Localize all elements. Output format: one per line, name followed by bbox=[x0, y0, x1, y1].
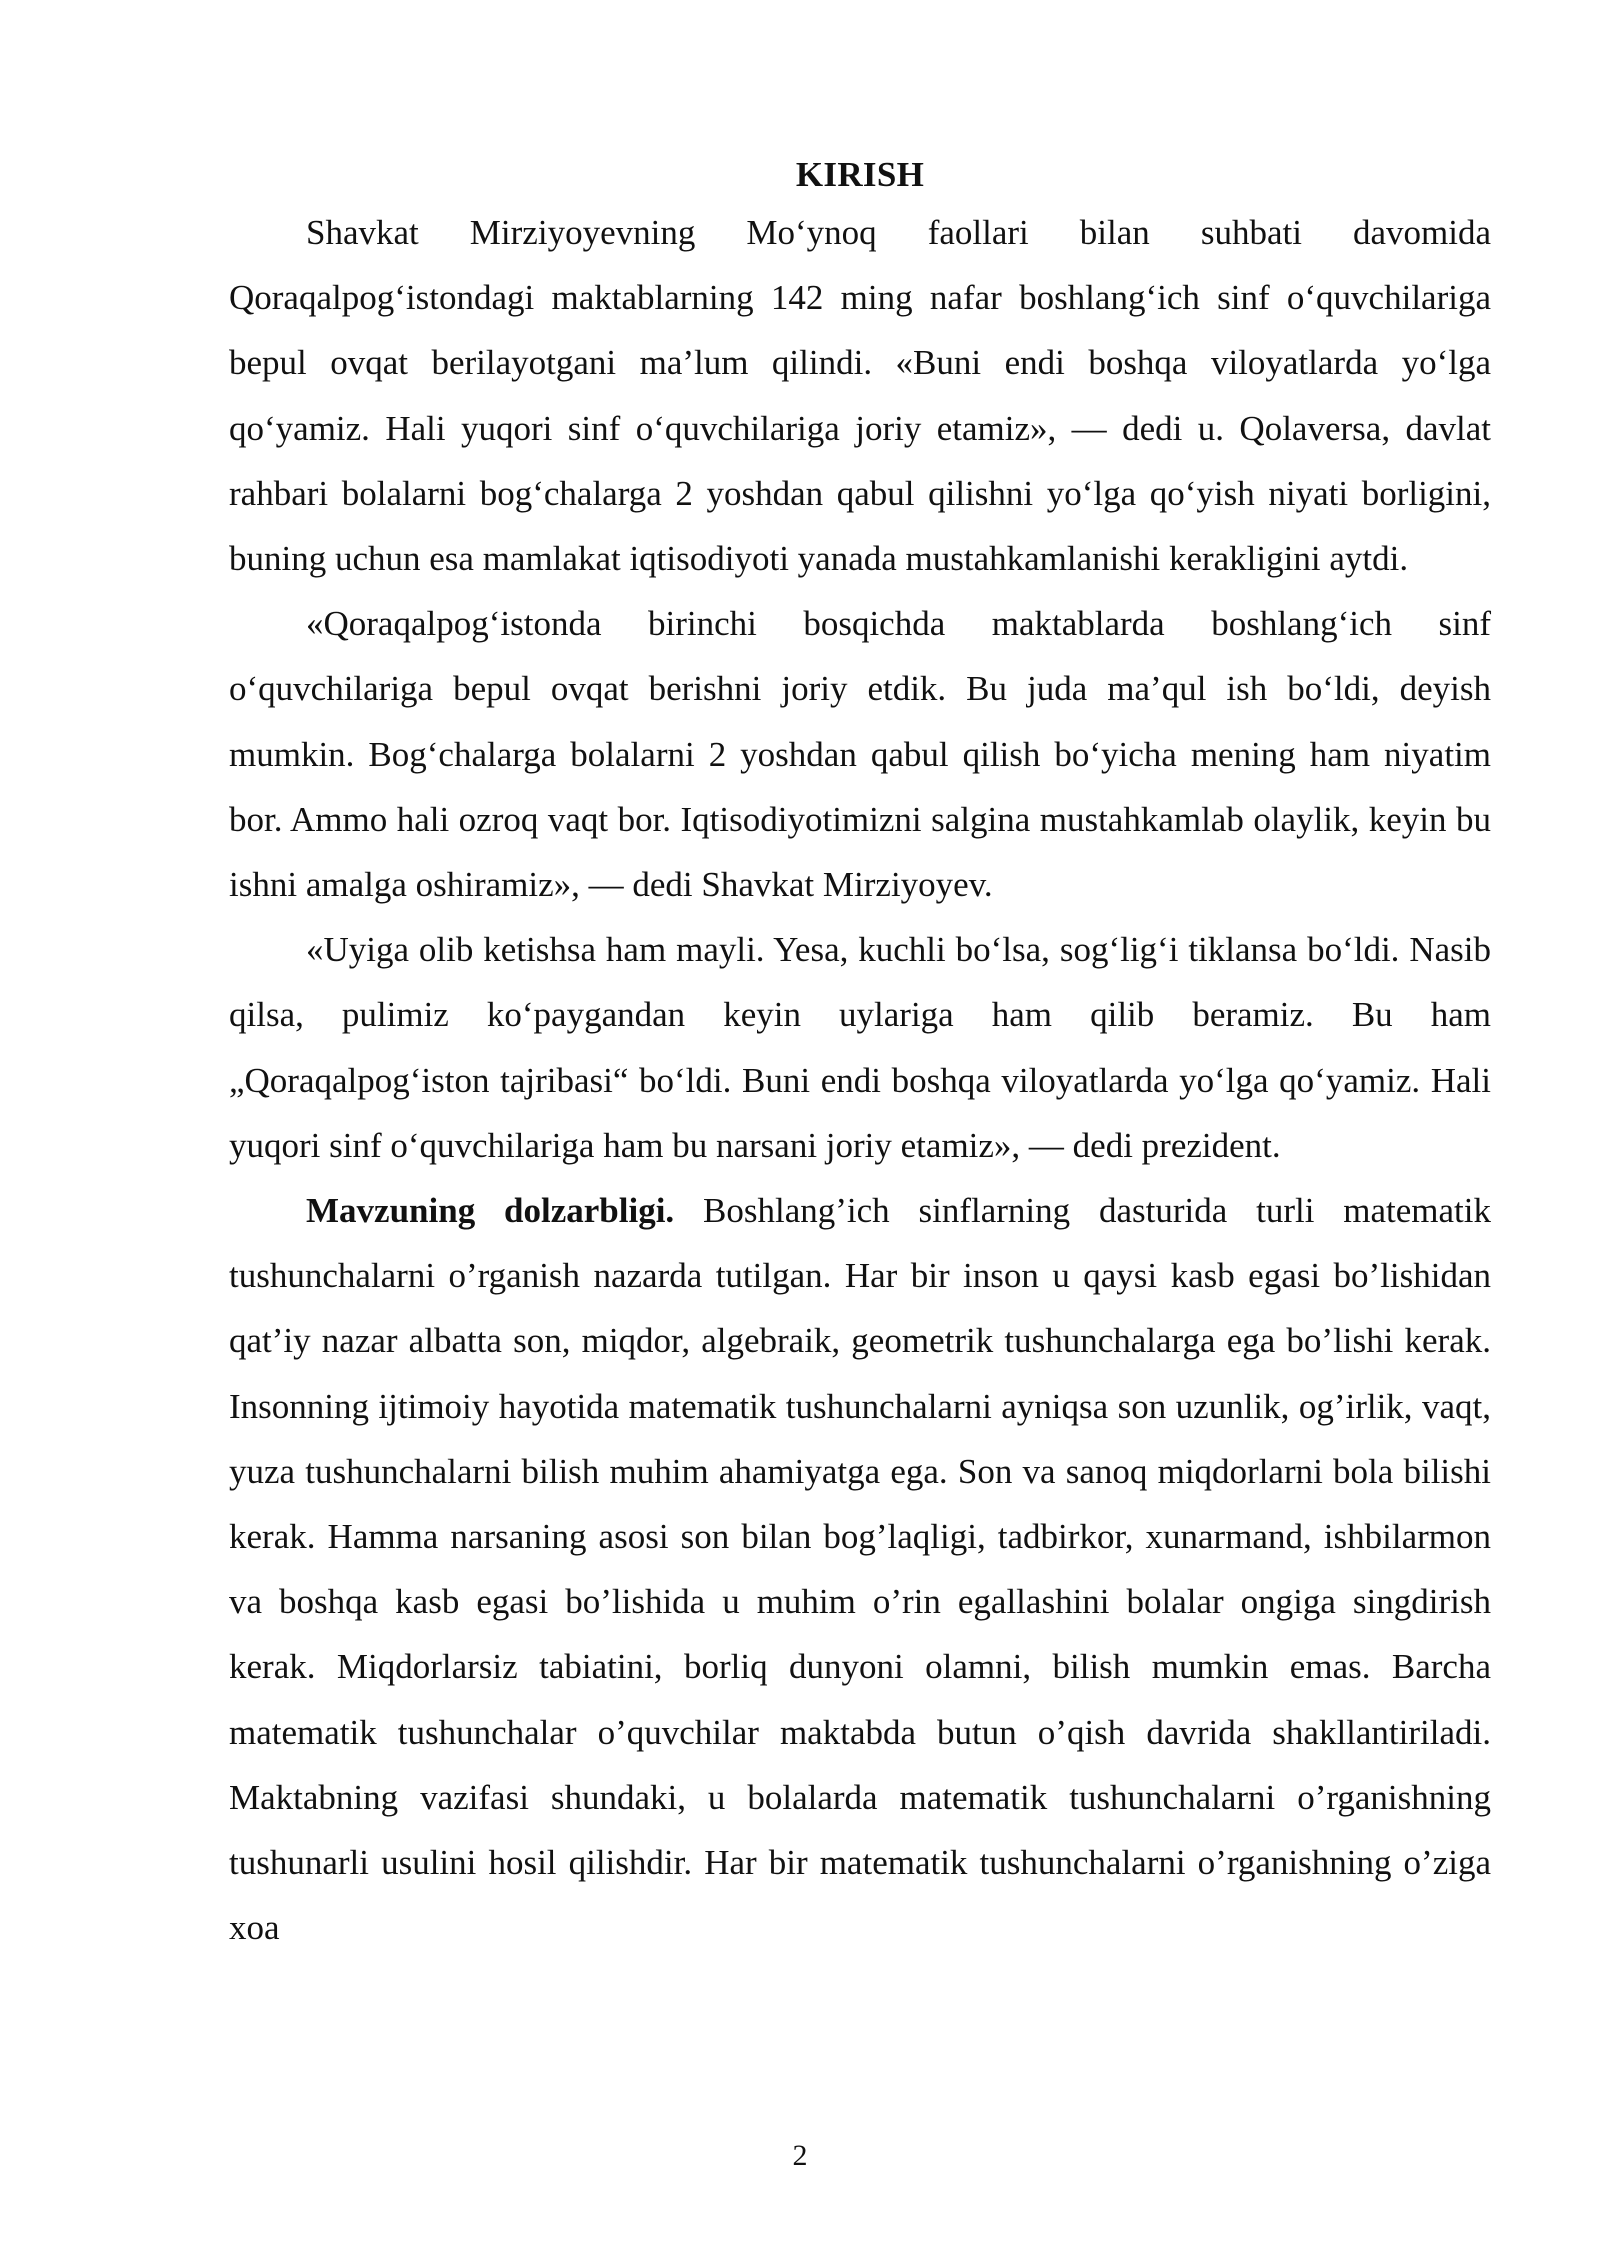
paragraph-3 bbox=[229, 917, 1491, 1178]
paragraph-4 bbox=[229, 1178, 1491, 1960]
document-page bbox=[229, 150, 1491, 1960]
section-title: KIRISH bbox=[795, 155, 925, 194]
paragraph-4-lead: Mavzuning dolzarbligi. bbox=[306, 1191, 675, 1231]
page-number: 2 bbox=[792, 2139, 808, 2172]
paragraph-1 bbox=[229, 200, 1491, 591]
paragraph-1-text: Shavkat Mirziyoyevning Mo‘ynoq faollari bilan suhbati davomida Qoraqalpog‘istondagi maktablarning 142 ming nafar boshlang‘ich sinf o‘quvchilariga bepul ovqat berilayotgani ma’lum qilindi. «Buni endi boshqa viloyatlarda yo‘lga qo‘yamiz. Hali yuqori sinf o‘quvchilariga joriy etamiz», — dedi u. Qolaversa, davlat rahbari bolalarni bog‘chalarga 2 yoshdan qabul qilishni yo‘lga qo‘yish niyati borligini, buning uchun esa mamlakat iqtisodiyoti yanada mustahkamlanishi kerakligini aytdi. bbox=[229, 213, 1491, 579]
paragraph-3-text: «Uyiga olib ketishsa ham mayli. Yesa, kuchli bo‘lsa, sog‘lig‘i tiklansa bo‘ldi. Nasib qilsa, pulimiz ko‘paygandan keyin uylariga ham qilib beramiz. Bu ham „Qoraqalpog‘iston tajribasi“ bo‘ldi. Buni endi boshqa viloyatlarda yo‘lga qo‘yamiz. Hali yuqori sinf o‘quvchilariga ham bu narsani joriy etamiz», — dedi prezident. bbox=[229, 930, 1491, 1165]
paragraph-2 bbox=[229, 591, 1491, 917]
paragraph-2-text: «Qoraqalpog‘istonda birinchi bosqichda maktablarda boshlang‘ich sinf o‘quvchilariga bepul ovqat berishni joriy etdik. Bu juda ma’qul ish bo‘ldi, deyish mumkin. Bog‘chalarga bolalarni 2 yoshdan qabul qilish bo‘yicha mening ham niyatim bor. Ammo hali ozroq vaqt bor. Iqtisodiyotimizni salgina mustahkamlab olaylik, keyin bu ishni amalga oshiramiz», — dedi Shavkat Mirziyoyev. bbox=[229, 604, 1491, 905]
paragraph-4-text: Boshlang’ich sinflarning dasturida turli matematik tushunchalarni o’rganish nazarda tutilgan. Har bir inson u qaysi kasb egasi bo’lishidan qat’iy nazar albatta son, miqdor, algebraik, geometrik tushunchalarga ega bo’lishi kerak. Insonning ijtimoiy hayotida matematik tushunchalarni ayniqsa son uzunlik, og’irlik, vaqt, yuza tushunchalarni bilish muhim ahamiyatga ega. Son va sanoq miqdorlarni bola bilishi kerak. Hamma narsaning asosi son bilan bog’laqligi, tadbirkor, xunarmand, ishbilarmon va boshqa kasb egasi bo’lishida u muhim o’rin egallashini bolalar ongiga singdirish kerak. Miqdorlarsiz tabiatini, borliq dunyoni olamni, bilish mumkin emas. Barcha matematik tushunchalar o’quvchilar maktabda butun o’qish davrida shakllantiriladi. Maktabning vazifasi shundaki, u bolalarda matematik tushunchalarni o’rganishning tushunarli usulini hosil qilishdir. Har bir matematik tushunchalarni o’rganishning o’ziga xoa bbox=[229, 1191, 1492, 1948]
